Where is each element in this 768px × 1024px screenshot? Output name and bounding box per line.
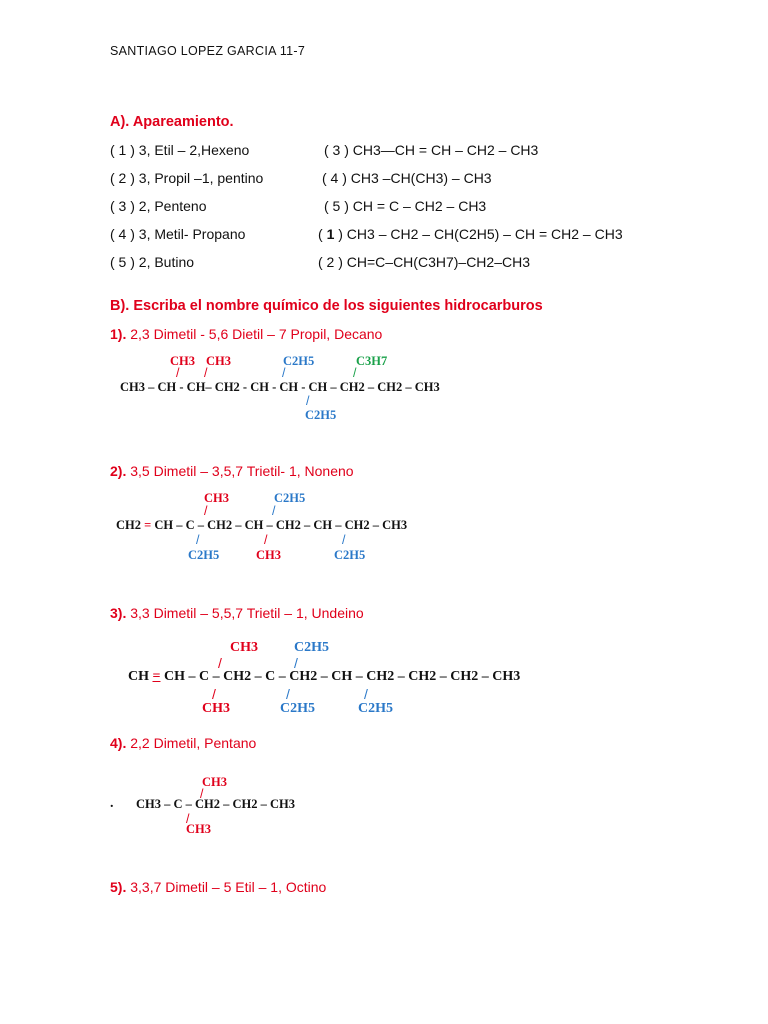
item-3-sub-b: C2H5	[294, 640, 329, 655]
pair-right-3: ( 5 ) CH = C – CH2 – CH3	[324, 198, 487, 214]
item-1-bond-d: /	[353, 366, 357, 380]
section-b-title: B). Escriba el nombre químico de los siguientes hidrocarburos	[110, 298, 543, 314]
item-1-bond-c: /	[282, 366, 286, 380]
item-2-number: 2).	[110, 463, 127, 479]
item-4-name: 2,2 Dimetil, Pentano	[126, 735, 257, 751]
item-2-title	[110, 463, 354, 479]
item-4-sub-b: CH3	[186, 822, 211, 836]
item-1-bond-a: /	[176, 366, 180, 380]
item-2-chain-start: CH2	[116, 518, 141, 532]
item-3-sub-a: CH3	[230, 640, 258, 655]
item-3-sub-d: C2H5	[280, 701, 315, 716]
item-1-sub-b: CH3	[206, 354, 231, 368]
item-3-triple-bond: =	[152, 669, 161, 684]
item-4-bond-a: /	[200, 787, 204, 801]
item-3-bond-e: /	[364, 686, 368, 702]
item-4-main-chain: CH3 – C – CH2 – CH2 – CH3	[136, 797, 296, 811]
item-2-sub-a: CH3	[204, 491, 229, 505]
pair-left-3: ( 3 ) 2, Penteno	[110, 198, 207, 214]
pair-left-2: ( 2 ) 3, Propil –1, pentino	[110, 170, 264, 186]
item-1-sub-c: C2H5	[283, 354, 315, 368]
item-3-bond-d: /	[286, 686, 290, 702]
pair-right-4-number: 1	[326, 226, 335, 242]
pair-right-4-open: (	[318, 226, 327, 242]
item-1-main-chain: CH3 – CH - CH– CH2 - CH - CH - CH – CH2 – CH2 – CH3	[120, 380, 440, 394]
item-2-bond-c: /	[196, 533, 200, 547]
item-4-title	[110, 735, 256, 751]
pair-right-2: ( 4 ) CH3 –CH(CH3) – CH3	[322, 170, 492, 186]
item-3-name: 3,3 Dimetil – 5,5,7 Trietil – 1, Undeino	[126, 605, 364, 621]
item-2-main-chain	[116, 518, 407, 533]
pair-left-5: ( 5 ) 2, Butino	[110, 254, 195, 270]
item-2-chain-rest: CH – C – CH2 – CH – CH2 – CH – CH2 – CH3	[151, 518, 408, 532]
item-5-name: 3,3,7 Dimetil – 5 Etil – 1, Octino	[126, 879, 327, 895]
pair-left-4: ( 4 ) 3, Metil- Propano	[110, 226, 246, 242]
item-3-number: 3).	[110, 605, 127, 621]
stray-dot: .	[110, 796, 114, 811]
pair-right-4	[318, 226, 623, 242]
item-3-bond-a: /	[218, 655, 222, 671]
item-2-sub-d: CH3	[256, 548, 281, 562]
section-a-title: A). Apareamiento.	[110, 114, 234, 130]
item-3-title	[110, 605, 364, 621]
item-4-number: 4).	[110, 735, 127, 751]
item-1-bond-b: /	[204, 366, 208, 380]
item-2-bond-b: /	[272, 504, 276, 518]
item-1-bond-e: /	[306, 394, 310, 408]
pair-left-1: ( 1 ) 3, Etil – 2,Hexeno	[110, 142, 250, 158]
item-1-sub-e: C2H5	[305, 408, 337, 422]
item-3-chain-start: CH	[128, 669, 153, 684]
item-4-sub-a: CH3	[202, 775, 227, 789]
pair-right-5: ( 2 ) CH=C–CH(C3H7)–CH2–CH3	[318, 254, 530, 270]
item-4-bond-b: /	[186, 812, 190, 826]
item-1-name: 2,3 Dimetil - 5,6 Dietil – 7 Propil, Decano	[126, 326, 383, 342]
item-1-title	[110, 326, 382, 342]
item-1-sub-a: CH3	[170, 354, 195, 368]
item-2-sub-e: C2H5	[334, 548, 366, 562]
item-3-sub-e: C2H5	[358, 701, 393, 716]
item-2-bond-e: /	[342, 533, 346, 547]
item-3-sub-c: CH3	[202, 701, 230, 716]
item-5-number: 5).	[110, 879, 127, 895]
item-1-sub-d: C3H7	[356, 354, 388, 368]
item-2-name: 3,5 Dimetil – 3,5,7 Trietil- 1, Noneno	[126, 463, 354, 479]
item-3-chain-rest: CH – C – CH2 – C – CH2 – CH – CH2 – CH2 – CH2 – CH3	[160, 669, 521, 684]
item-2-sub-c: C2H5	[188, 548, 220, 562]
item-2-double-bond: =	[144, 518, 152, 532]
pair-right-4-formula: ) CH3 – CH2 – CH(C2H5) – CH = CH2 – CH3	[334, 226, 623, 242]
item-2-bond-d: /	[264, 533, 268, 547]
item-5-title	[110, 879, 326, 895]
item-2-bond-a: /	[204, 504, 208, 518]
item-3-bond-b: /	[294, 655, 298, 671]
item-1-number: 1).	[110, 326, 127, 342]
pair-right-1: ( 3 ) CH3—CH = CH – CH2 – CH3	[324, 142, 539, 158]
item-3-bond-c: /	[212, 686, 216, 702]
item-2-sub-b: C2H5	[274, 491, 306, 505]
item-3-main-chain	[128, 669, 520, 685]
author-name: SANTIAGO LOPEZ GARCIA 11-7	[110, 44, 306, 58]
